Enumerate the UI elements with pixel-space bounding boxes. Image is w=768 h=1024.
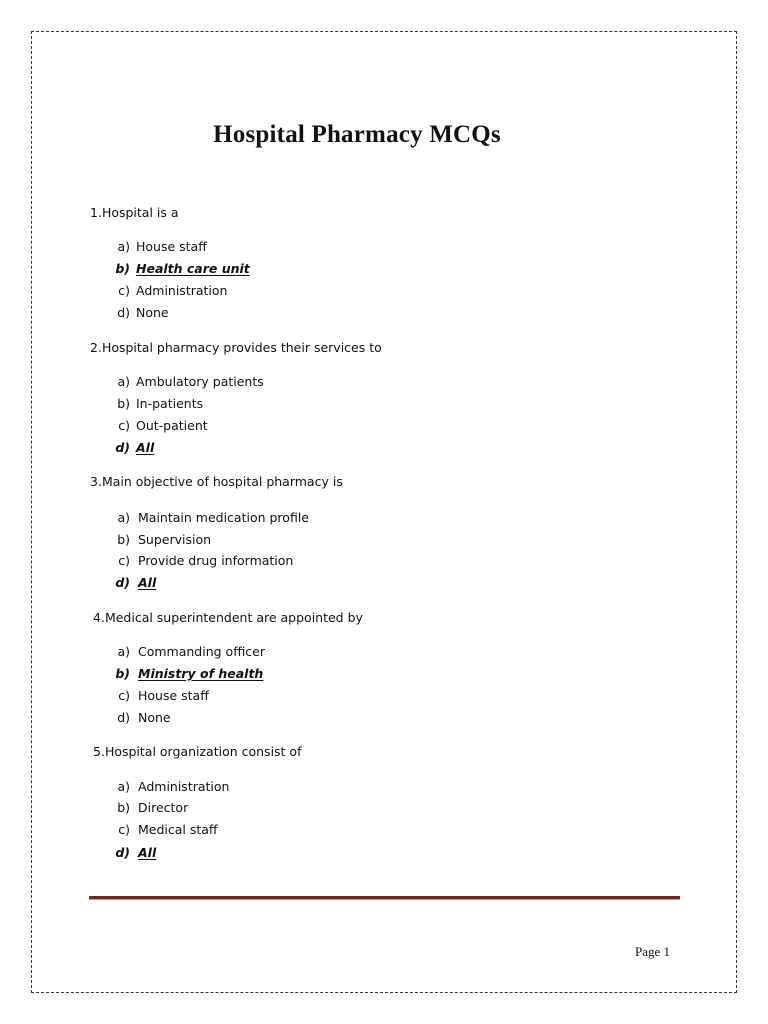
option-2-1 [108,374,508,390]
option-letter: a) [117,779,130,794]
option-text: Health care unit [136,261,250,276]
option-3-4-correct-answer [108,575,508,591]
question-1 [90,205,179,221]
option-text: Provide drug information [138,553,294,568]
option-5-1 [108,779,508,795]
question-number: 5. [93,744,105,759]
option-text: Maintain medication profile [138,510,309,525]
option-text: All [138,575,157,590]
question-text: Hospital organization consist of [104,744,302,759]
question-number: 4. [93,610,105,625]
option-text: Supervision [138,532,212,547]
option-letter: b) [117,532,130,547]
option-text: None [138,710,171,725]
option-letter: a) [117,374,130,389]
option-letter: a) [117,644,130,659]
option-4-2-correct-answer [108,666,508,682]
option-letter: a) [117,239,130,254]
question-number: 1. [90,205,102,220]
option-letter: c) [118,418,130,433]
option-text: All [138,845,157,860]
option-text: Medical staff [138,822,218,837]
footer-divider [89,896,680,900]
option-3-1 [108,510,508,526]
option-3-2 [108,532,508,548]
option-letter: b) [115,666,130,681]
question-number: 3. [90,474,102,489]
page-number: Page 1 [634,944,670,959]
question-text: Main objective of hospital pharmacy is [101,474,343,489]
option-5-3 [108,822,508,838]
option-text: House staff [138,688,209,703]
question-text: Hospital pharmacy provides their services to [101,340,382,355]
question-text: Medical superintendent are appointed by [104,610,363,625]
question-4 [93,610,363,626]
option-text: All [136,440,155,455]
option-letter: d) [115,440,130,455]
question-3 [90,474,343,490]
option-1-1 [108,239,508,255]
option-text: Administration [136,283,228,298]
option-1-2-correct-answer [108,261,508,277]
option-text: In-patients [136,396,204,411]
option-2-2 [108,396,508,412]
option-text: Director [138,800,189,815]
option-text: Commanding officer [138,644,265,659]
option-letter: b) [115,261,130,276]
option-4-1 [108,644,508,660]
option-letter: c) [118,688,130,703]
option-5-2 [108,800,508,816]
option-letter: c) [118,553,130,568]
option-3-3 [108,553,508,569]
option-text: Administration [138,779,230,794]
option-4-4 [108,710,508,726]
option-2-3 [108,418,508,434]
option-1-3 [108,283,508,299]
option-text: Ambulatory patients [136,374,264,389]
option-letter: c) [118,283,130,298]
option-5-4-correct-answer [108,845,508,861]
option-letter: b) [117,800,130,815]
question-number: 2. [90,340,102,355]
option-letter: d) [117,305,130,320]
option-text: None [136,305,169,320]
option-letter: d) [117,710,130,725]
question-5 [93,744,301,760]
document-title: Hospital Pharmacy MCQs [213,121,501,148]
option-letter: b) [117,396,130,411]
option-letter: a) [117,510,130,525]
option-1-4 [108,305,508,321]
option-letter: d) [115,575,130,590]
option-letter: d) [115,845,130,860]
option-4-3 [108,688,508,704]
option-text: House staff [136,239,207,254]
option-text: Ministry of health [138,666,264,681]
option-letter: c) [118,822,130,837]
option-2-4-correct-answer [108,440,508,456]
option-text: Out-patient [136,418,208,433]
question-text: Hospital is a [101,205,179,220]
question-2 [90,340,382,356]
